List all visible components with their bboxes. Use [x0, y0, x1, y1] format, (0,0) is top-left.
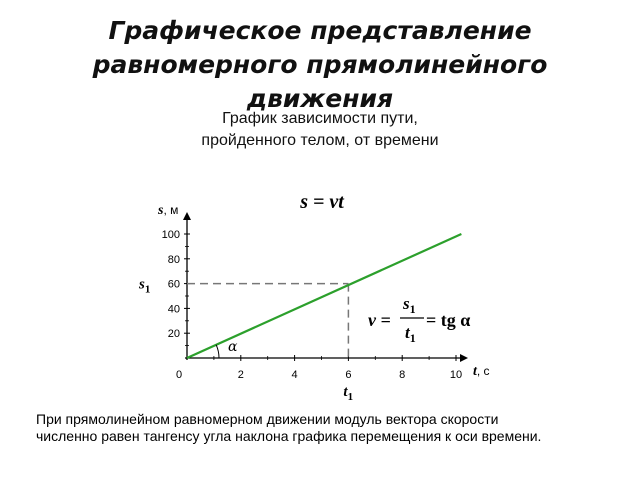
angle-label: α — [228, 339, 238, 355]
formula-label: s = vt — [300, 191, 344, 213]
title-line-3: движения — [246, 84, 394, 113]
y-tick-label: 20 — [167, 328, 180, 341]
velocity-lhs: v = — [368, 310, 391, 330]
footer-line-2: численно равен тангенсу угла наклона графика перемещения к оси времени. — [36, 428, 542, 444]
y-tick-label: 80 — [167, 253, 180, 266]
y-axis-title: s, м — [158, 203, 179, 218]
angle-arc — [216, 345, 219, 358]
footer-note — [36, 411, 636, 445]
x-tick-label: 6 — [345, 369, 352, 381]
x-tick-label: 4 — [291, 369, 298, 381]
s1-label: $s_1$ — [139, 276, 151, 296]
footer-line-1: При прямолинейном равномерном движении модуль вектора скорости — [36, 411, 499, 427]
velocity-numerator: $s_1$ — [403, 294, 416, 316]
title-line-1: Графическое представление — [108, 16, 532, 45]
x-tick-label: 2 — [237, 369, 244, 381]
y-tick-label: 100 — [161, 229, 180, 241]
x-tick-label: 10 — [449, 369, 463, 381]
velocity-denominator: $t_1$ — [405, 323, 416, 345]
chart-labels — [138, 191, 490, 403]
y-tick-label: 40 — [167, 303, 180, 316]
x-tick-label: 8 — [399, 369, 406, 381]
y-tick-label: 60 — [167, 278, 180, 291]
velocity-rhs: = tg α — [426, 310, 471, 330]
title-line-2: равномерного прямолинейного — [92, 50, 548, 79]
t1-label: $t_1$ — [343, 384, 354, 403]
x-axis-title: t, с — [473, 364, 490, 379]
subtitle-line-2: пройденного телом, от времени — [201, 132, 439, 149]
x-tick-label: 0 — [175, 369, 183, 381]
subtitle-line-1: График зависимости пути, — [222, 110, 418, 127]
